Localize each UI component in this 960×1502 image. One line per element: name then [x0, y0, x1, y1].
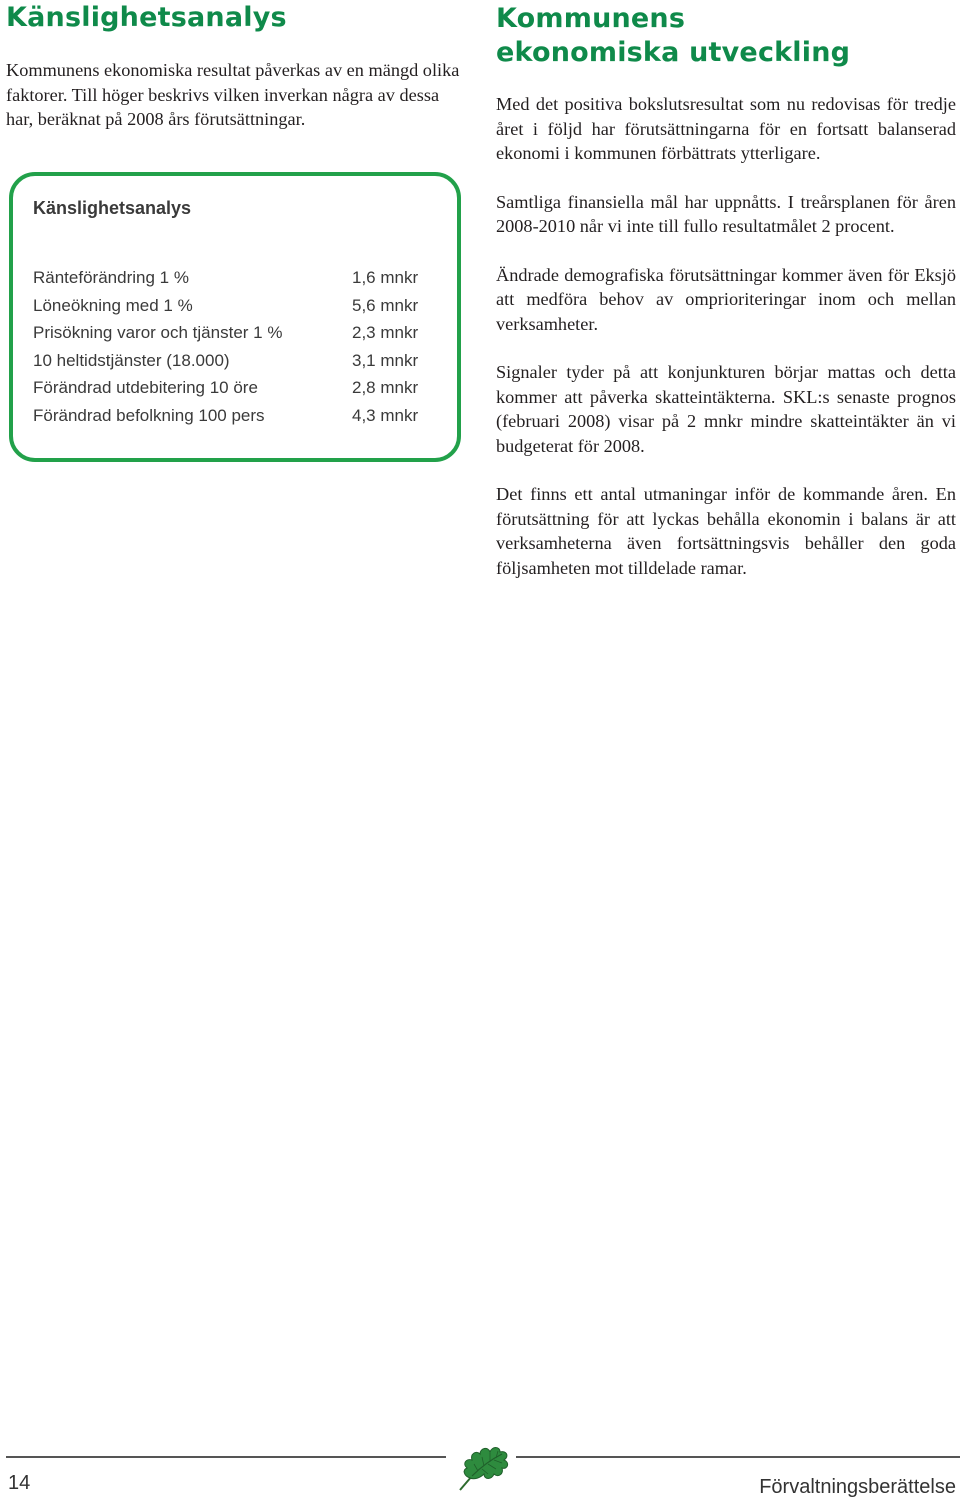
footer-rule-left: [6, 1456, 446, 1458]
row-label: Löneökning med 1 %: [33, 295, 193, 315]
paragraph: Med det positiva bokslutsresultat som nu redovisas för tredje året i följd har förutsättningarna för en fortsatt balanserad ekonomi i kommunen förbättrats ytterligare.: [496, 94, 956, 163]
page-number: 14: [8, 1472, 31, 1494]
sensitivity-row: [33, 292, 433, 320]
row-label: Prisökning varor och tjänster 1 %: [33, 323, 283, 342]
sensitivity-row: [33, 402, 433, 430]
paragraph: Samtliga finansiella mål har uppnåtts. I treårsplanen för åren 2008-2010 når vi inte till fullo resultatmålet 2 procent.: [496, 191, 956, 236]
row-label: 10 heltidstjänster (18.000): [33, 350, 230, 370]
row-value: 5,6 mnkr: [352, 295, 419, 315]
paragraph: Ändrade demografiska förutsättningar kommer även för Eksjö att medföra behov av omprioriteringar inom och mellan verksamheter.: [496, 264, 956, 334]
sensitivity-row: [33, 374, 433, 402]
sensitivity-box: [9, 172, 461, 462]
row-value: 4,3 mnkr: [352, 405, 419, 425]
sensitivity-box-title: Känslighetsanalys: [33, 198, 192, 218]
right-column-text: [496, 92, 956, 604]
sensitivity-row: [33, 347, 433, 375]
row-value: 1,6 mnkr: [352, 268, 419, 287]
row-value: 3,1 mnkr: [352, 350, 419, 370]
row-label: Ränteförändring 1 %: [33, 268, 189, 287]
row-label: Förändrad utdebitering 10 öre: [33, 378, 258, 397]
oak-leaf-icon: [452, 1436, 514, 1494]
footer-section-title: Förvaltningsberättelse: [759, 1476, 956, 1498]
footer-rule-right: [516, 1456, 960, 1458]
paragraph: Signaler tyder på att konjunkturen börjar mattas och detta kommer att påverka skatteintäkterna. SKL:s senaste prognos (februari 2008) visar på 2 mnkr mindre skatteintäkter än vi budgeterat för 2008.: [496, 362, 956, 456]
row-value: 2,3 mnkr: [352, 323, 419, 342]
right-heading-line2: ekonomiska utveckling: [496, 37, 851, 68]
left-heading: Känslighetsanalys: [6, 2, 287, 33]
row-value: 2,8 mnkr: [352, 378, 419, 397]
sensitivity-row: [33, 319, 433, 347]
right-heading-line1: Kommunens: [496, 3, 686, 34]
paragraph: Det finns ett antal utmaningar inför de kommande åren. En förutsättning för att lyckas behålla ekonomin i balans är att verksamheterna även fortsättningsvis behåller den goda följsamheten mot tilldelade ramar.: [496, 484, 956, 578]
row-label: Förändrad befolkning 100 pers: [33, 405, 265, 425]
left-intro-text: Kommunens ekonomiska resultat påverkas av en mängd olika faktorer. Till höger beskrivs vilken inverkan några av dessa har, beräknat på 2008 års förutsättningar.: [6, 60, 460, 129]
right-heading: [496, 2, 850, 70]
sensitivity-row: [33, 264, 433, 292]
sensitivity-rows: [33, 264, 433, 429]
